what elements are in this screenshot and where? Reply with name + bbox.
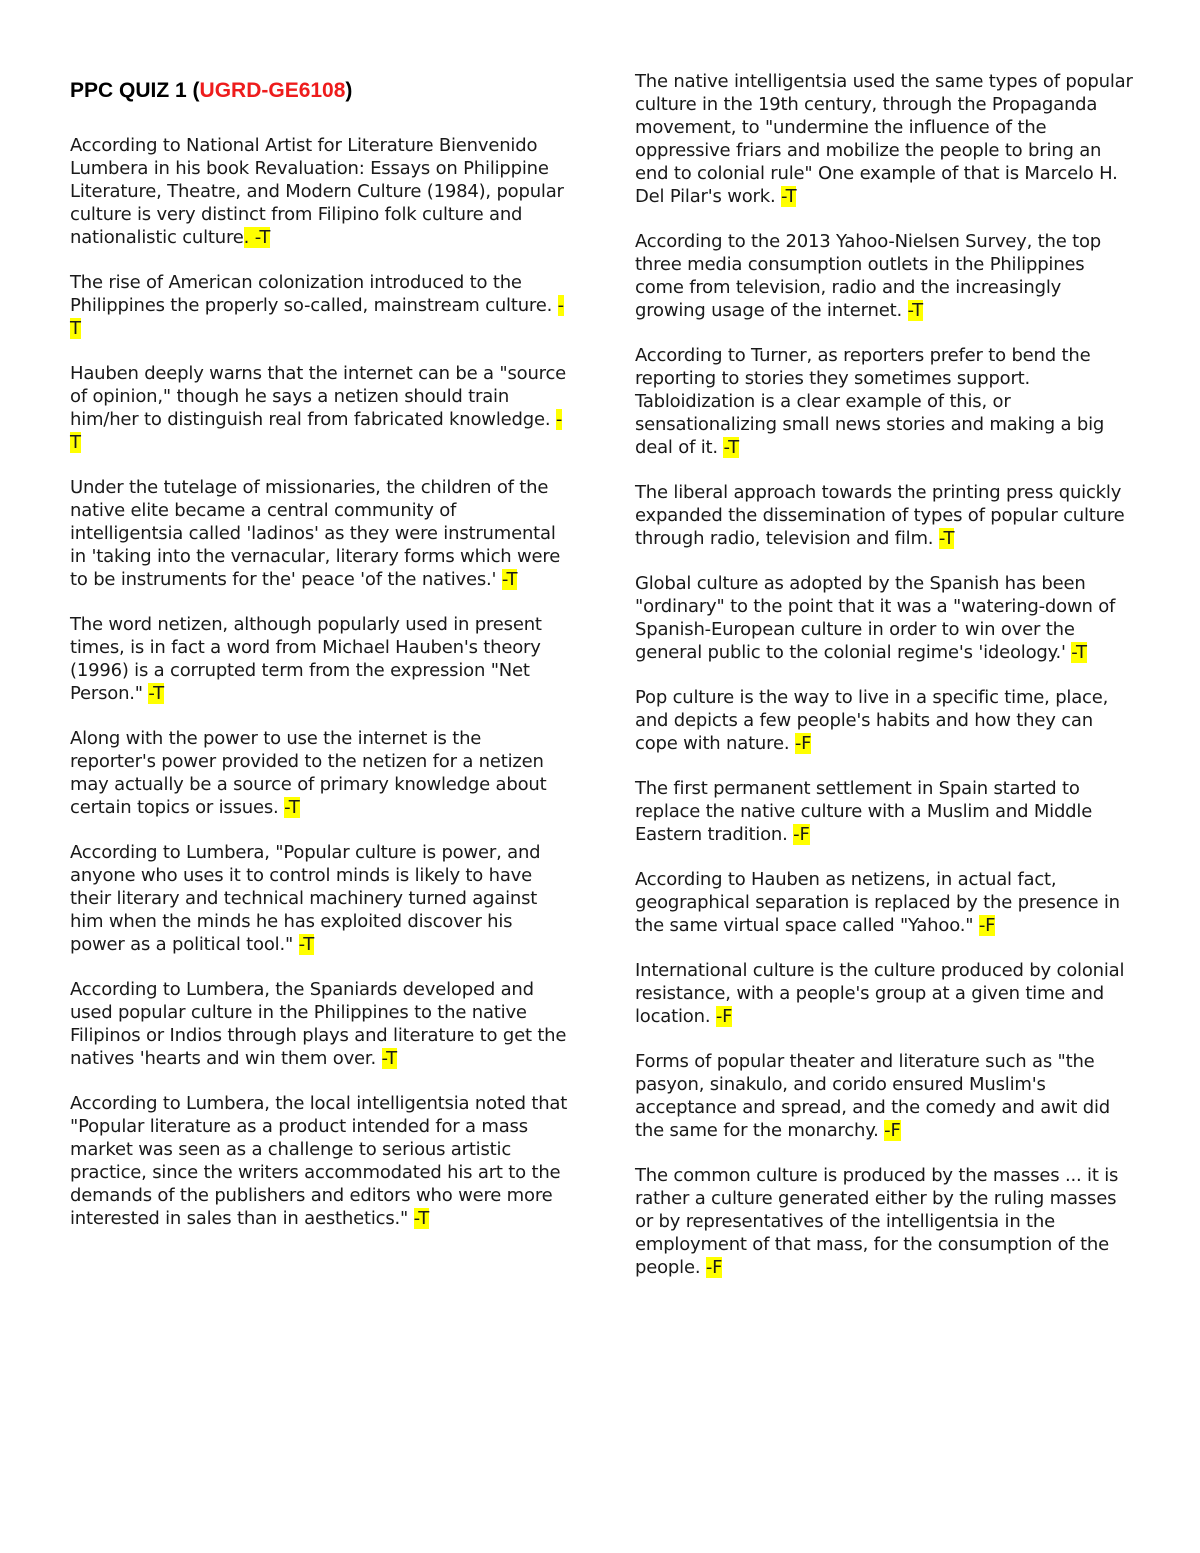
course-code: UGRD-GE6108 <box>199 79 346 102</box>
quiz-item <box>635 70 1135 208</box>
quiz-item <box>635 1050 1135 1142</box>
quiz-item <box>635 572 1135 664</box>
question-text: Pop culture is the way to live in a specific time, place, and depicts a few people's habits and how they can cope with nature. <box>635 687 1109 754</box>
question-text: The first permanent settlement in Spain started to replace the native culture with a Muslim and Middle Eastern tradition. <box>635 778 1093 845</box>
quiz-item <box>635 1164 1135 1279</box>
answer-tag: -F <box>884 1120 901 1141</box>
title-prefix: PPC QUIZ 1 ( <box>70 79 200 102</box>
answer-tag: -F <box>794 733 812 754</box>
quiz-item <box>70 362 570 454</box>
question-text: Along with the power to use the internet is the reporter's power provided to the netizen for a netizen may actually be a source of primary knowledge about certain topics or issues. <box>70 728 547 818</box>
quiz-item <box>635 344 1135 459</box>
quiz-item <box>70 841 570 956</box>
quiz-item <box>70 978 570 1070</box>
quiz-item <box>70 1092 570 1230</box>
question-text: According to the 2013 Yahoo-Nielsen Survey, the top three media consumption outlets in the Philippines come from television, radio and the increasingly growing usage of the internet. <box>635 231 1102 321</box>
question-text: The rise of American colonization introduced to the Philippines the properly so-called, mainstream culture. <box>70 272 558 316</box>
quiz-item <box>70 134 570 249</box>
answer-tag: -T <box>148 683 164 704</box>
quiz-item <box>70 613 570 705</box>
answer-tag: -T <box>1071 642 1087 663</box>
question-text: Forms of popular theater and literature such as "the pasyon, sinakulo, and corido ensured Muslim's acceptance and spread, and the comedy and awit did the same for the monarchy. <box>635 1051 1111 1141</box>
answer-tag: -T <box>907 300 923 321</box>
answer-tag: -T <box>70 295 564 339</box>
answer-tag: -F <box>715 1006 733 1027</box>
answer-tag: -T <box>781 186 797 207</box>
right-column <box>635 70 1135 1301</box>
answer-tag: -F <box>978 915 996 936</box>
question-text: Hauben deeply warns that the internet can be a "source of opinion," though he says a netizen should train him/her to distinguish real from fabricated knowledge. <box>70 363 567 430</box>
answer-tag: -F <box>705 1257 723 1278</box>
question-text: According to Turner, as reporters prefer to bend the reporting to stories they sometimes support. Tabloidization is a clear example of this, or sensationalizing small news stories and making a big deal of it. <box>635 345 1105 458</box>
quiz-item <box>635 230 1135 322</box>
question-text: Global culture as adopted by the Spanish has been "ordinary" to the point that it was a "watering-down of Spanish-European culture in order to win over the general public to the colonial regime's 'ideology.' <box>635 573 1116 663</box>
answer-tag: -T <box>298 934 315 955</box>
answer-tag: -T <box>501 569 518 590</box>
quiz-item <box>635 868 1135 937</box>
question-text: The common culture is produced by the masses ... it is rather a culture generated either by the ruling masses or by representatives of the intelligentsia in the employment of that mass, for the consumption of the people. <box>635 1165 1119 1278</box>
question-text: According to Lumbera, the local intelligentsia noted that "Popular literature as a product intended for a mass market was seen as a challenge to serious artistic practice, since the writers accommodated his art to the demands of the publishers and editors who were more interested in sales than in aesthetics." <box>70 1093 568 1229</box>
answer-tag: . -T <box>243 227 271 248</box>
answer-tag: -T <box>70 409 563 453</box>
page-title <box>70 77 570 105</box>
question-text: According to Lumbera, "Popular culture is power, and anyone who uses it to control minds is likely to have their literary and technical machinery turned against him when the minds he has exploited discover his power as a political tool." <box>70 842 541 955</box>
answer-tag: -T <box>938 528 955 549</box>
quiz-item <box>635 959 1135 1028</box>
question-text: The native intelligentsia used the same types of popular culture in the 19th century, through the Propaganda movement, to "undermine the influence of the oppressive friars and mobilize the people to bring an end to colonial rule" One example of that is Marcelo H. Del Pilar's work. <box>635 71 1133 207</box>
question-text: According to National Artist for Literature Bienvenido Lumbera in his book Revaluation: Essays on Philippine Literature, Theatre, and Modern Culture (1984), popular culture is very distinct from Filipino folk culture and nationalistic culture <box>70 135 564 248</box>
quiz-item <box>635 777 1135 846</box>
question-text: The liberal approach towards the printing press quickly expanded the dissemination of types of popular culture through radio, television and film. <box>635 482 1125 549</box>
quiz-item <box>635 481 1135 550</box>
answer-tag: -T <box>723 437 739 458</box>
quiz-item <box>70 476 570 591</box>
answer-tag: -F <box>793 824 810 845</box>
question-text: According to Lumbera, the Spaniards developed and used popular culture in the Philippines to the native Filipinos or Indios through plays and literature to get the natives 'hearts and win them over. <box>70 979 567 1069</box>
left-column <box>70 70 570 1252</box>
title-suffix: ) <box>345 79 353 102</box>
quiz-item <box>635 686 1135 755</box>
quiz-item <box>70 727 570 819</box>
answer-tag: -T <box>284 797 300 818</box>
quiz-item <box>70 271 570 340</box>
answer-tag: -T <box>381 1048 397 1069</box>
question-text: International culture is the culture produced by colonial resistance, with a people's group at a given time and location. <box>635 960 1125 1027</box>
question-text: The word netizen, although popularly used in present times, is in fact a word from Michael Hauben's theory (1996) is a corrupted term from the expression "Net Person." <box>70 614 542 704</box>
answer-tag: -T <box>413 1208 430 1229</box>
question-text: According to Hauben as netizens, in actual fact, geographical separation is replaced by the presence in the same virtual space called "Yahoo." <box>635 869 1120 936</box>
question-text: Under the tutelage of missionaries, the children of the native elite became a central community of intelligentsia called 'ladinos' as they were instrumental in 'taking into the vernacular, literary forms which were to be instruments for the' peace 'of the natives.' <box>70 477 561 590</box>
